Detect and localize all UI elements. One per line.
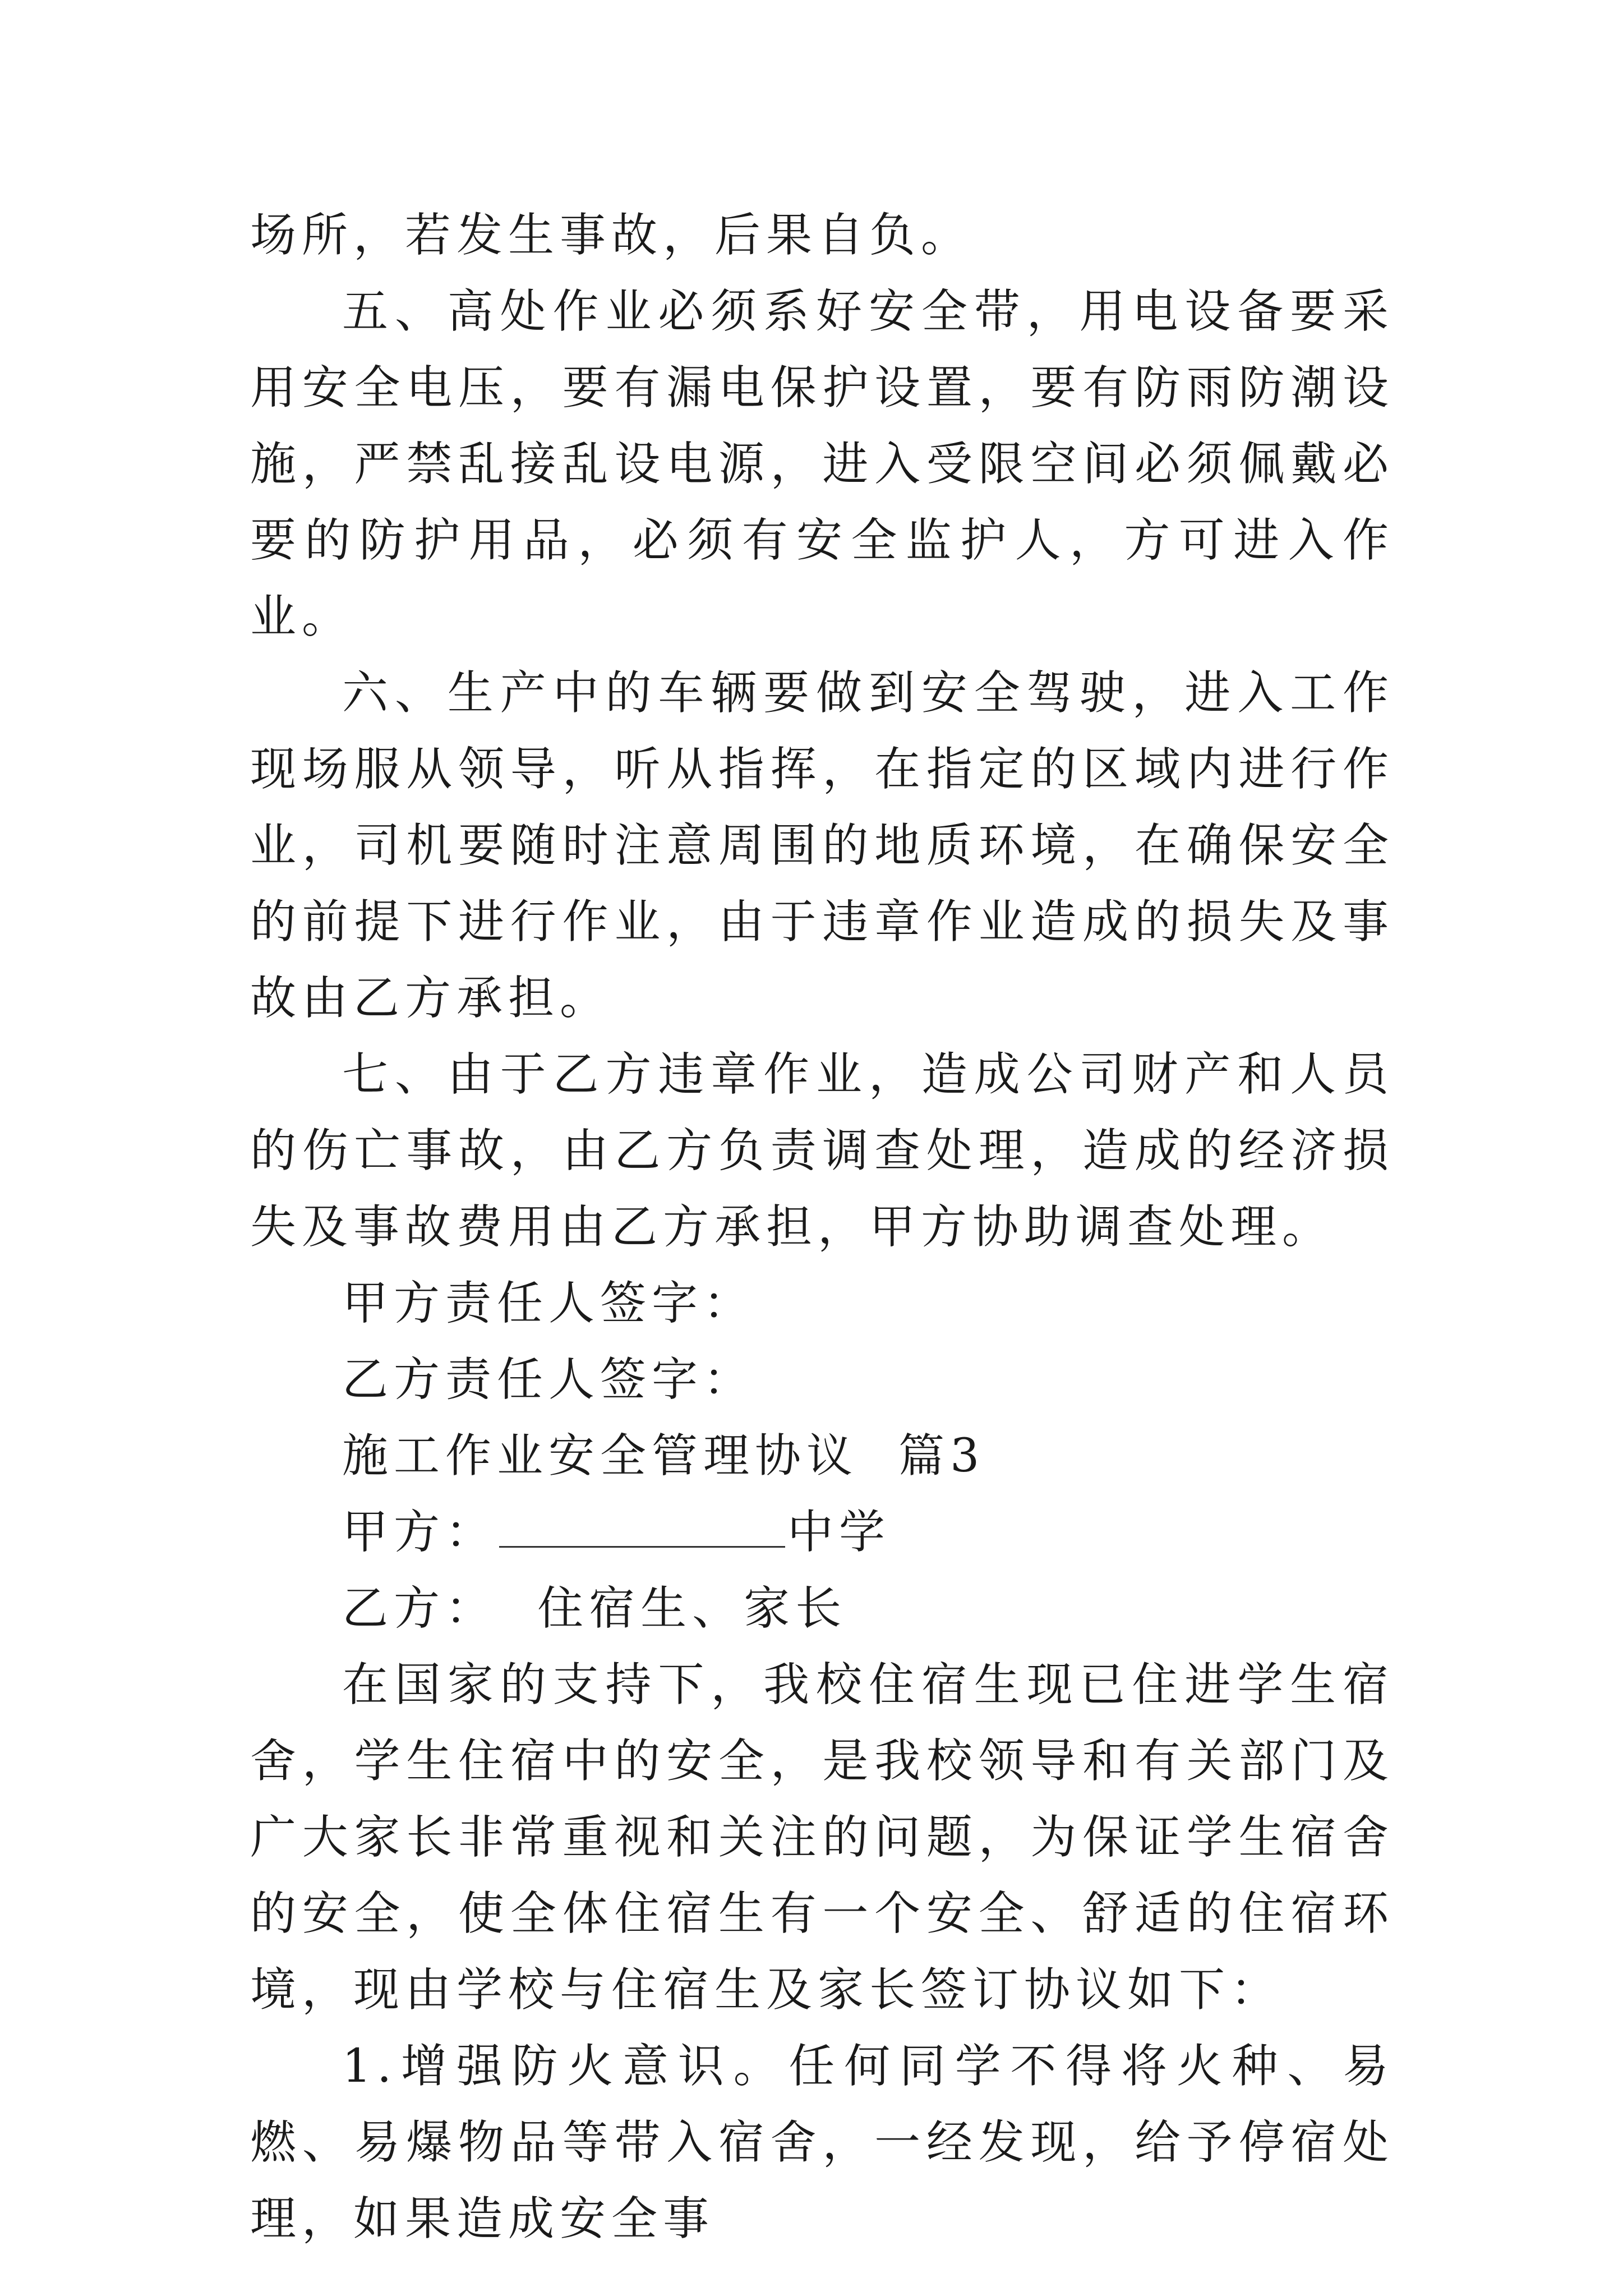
- rule-one: 1.增强防火意识。任何同学不得将火种、易燃、易爆物品等带入宿舍，一经发现，给予停宿处理，如果造成安全事: [250, 2040, 1394, 2246]
- party-a-label: 甲方：: [342, 1506, 497, 1559]
- clause-seven: 七、由于乙方违章作业，造成公司财产和人员的伤亡事故，由乙方负责调查处理，造成的经济损失及事故费用由乙方承担，甲方协助调查处理。: [250, 1048, 1394, 1254]
- agreement-preamble: 在国家的支持下，我校住宿生现已住进学生宿舍，学生住宿中的安全，是我校领导和有关部门及广大家长非常重视和关注的问题，为保证学生宿舍的安全，使全体住宿生有一个安全、舒适的住宿环境，现由学校与住宿生及家长签订协议如下：: [250, 1658, 1394, 2017]
- party-a-blank-field: [499, 1512, 785, 1548]
- party-a-suffix: 中学: [787, 1506, 891, 1559]
- party-a-line: [250, 1494, 1394, 1571]
- clause-five: 五、高处作业必须系好安全带，用电设备要采用安全电压，要有漏电保护设置，要有防雨防潮设施，严禁乱接乱设电源，进入受限空间必须佩戴必要的防护用品，必须有安全监护人，方可进入作业。: [250, 285, 1394, 643]
- section-title: 施工作业安全管理协议 篇3: [342, 1429, 985, 1483]
- paragraph-continuation: 场所，若发生事故，后果自负。: [250, 209, 973, 262]
- document-body: [250, 197, 1394, 2257]
- party-b-line: 乙方： 住宿生、家长: [342, 1582, 847, 1635]
- party-a-signature-line: 甲方责任人签字：: [342, 1277, 755, 1330]
- clause-six: 六、生产中的车辆要做到安全驾驶，进入工作现场服从领导，听从指挥，在指定的区域内进行作业，司机要随时注意周围的地质环境，在确保安全的前提下进行作业，由于违章作业造成的损失及事故由乙方承担。: [250, 666, 1394, 1025]
- party-b-signature-line: 乙方责任人签字：: [342, 1353, 755, 1406]
